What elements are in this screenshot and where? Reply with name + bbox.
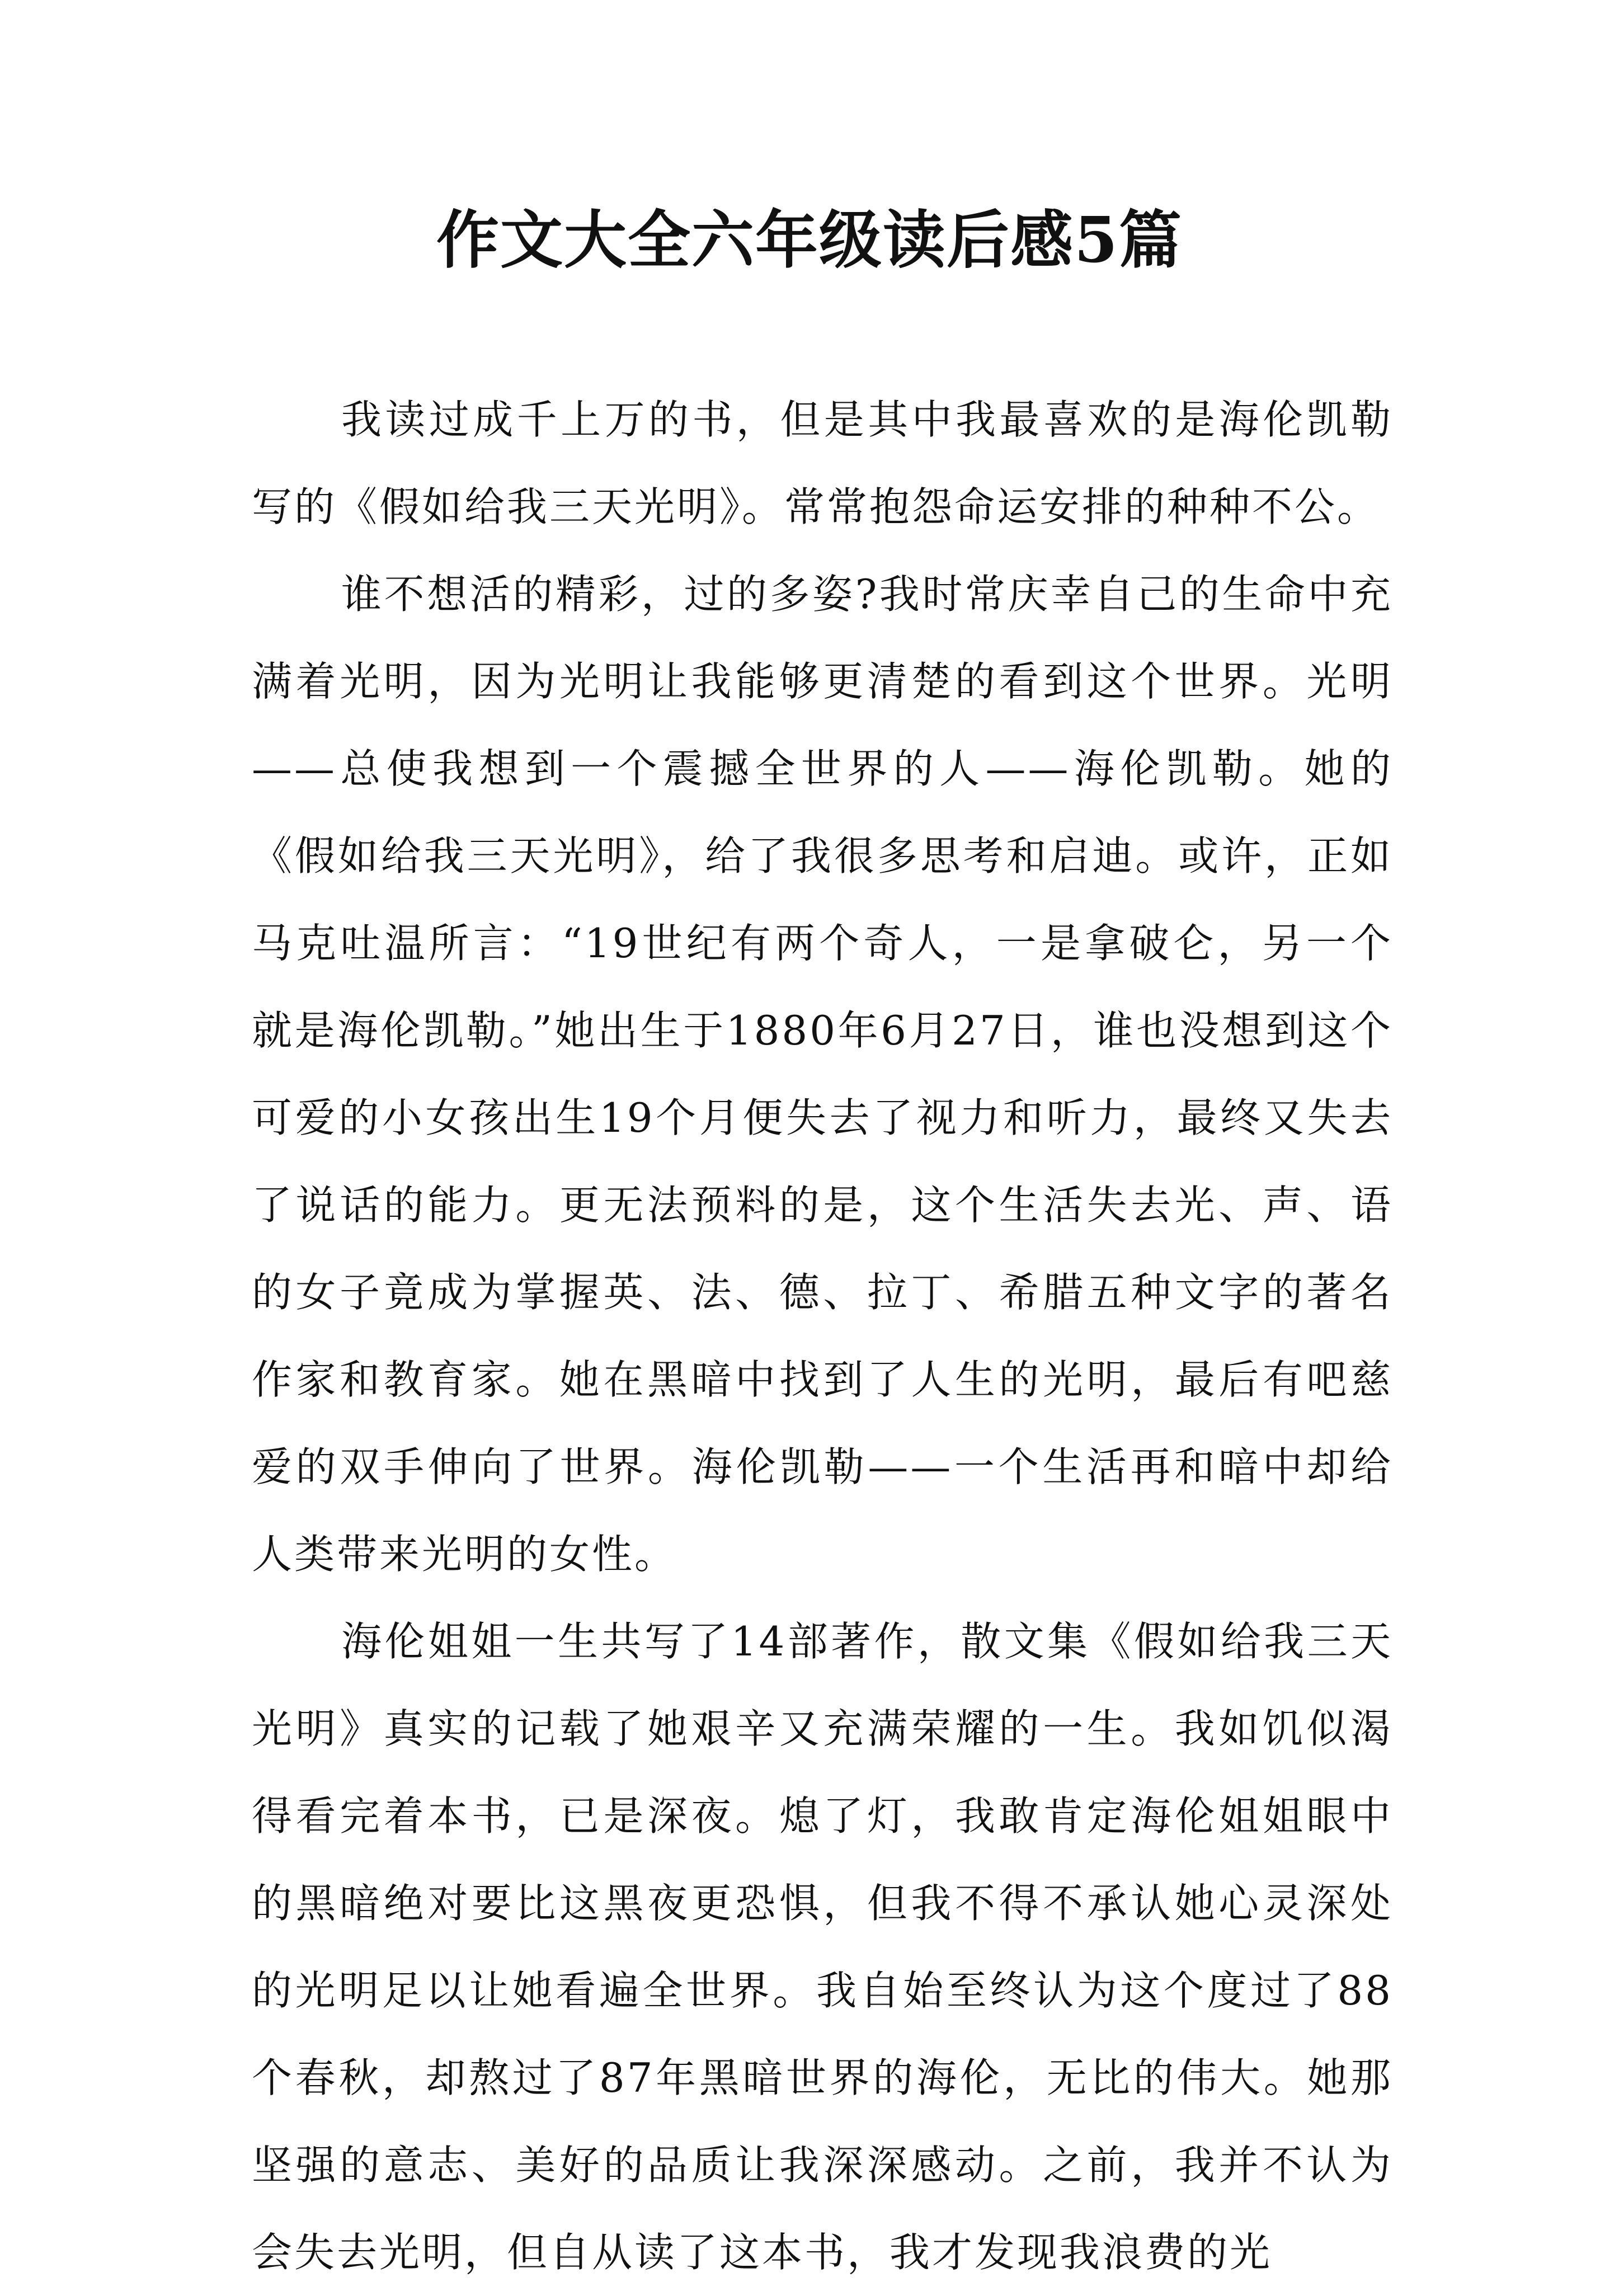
paragraph: 谁不想活的精彩，过的多姿?我时常庆幸自己的生命中充满着光明，因为光明让我能够更清楚的看到这个世界。光明——总使我想到一个震撼全世界的人——海伦凯勒。她的《假如给我三天光明》，给了我很多思考和启迪。或许，正如马克吐温所言：“19世纪有两个奇人，一是拿破仑，另一个就是海伦凯勒。”她出生于1880年6月27日，谁也没想到这个可爱的小女孩出生19个月便失去了视力和听力，最终又失去了说话的能力。更无法预料的是，这个生活失去光、声、语的女子竟成为掌握英、法、德、拉丁、希腊五种文字的著名作家和教育家。她在黑暗中找到了人生的光明，最后有吧慈爱的双手伸向了世界。海伦凯勒——一个生活再和暗中却给人类带来光明的女性。 (252, 571, 1393, 1578)
paragraph: 海伦姐姐一生共写了14部著作，散文集《假如给我三天光明》真实的记载了她艰辛又充满荣耀的一生。我如饥似渴得看完着本书，已是深夜。熄了灯，我敢肯定海伦姐姐眼中的黑暗绝对要比这黑夜更恐惧，但我不得不承认她心灵深处的光明足以让她看遍全世界。我自始至终认为这个度过了88个春秋，却熬过了87年黑暗世界的海伦，无比的伟大。她那坚强的意志、美好的品质让我深深感动。之前，我并不认为会失去光明，但自从读了这本书，我才发现我浪费的光 (252, 1618, 1393, 2276)
document-title: 作文大全六年级读后感5篇 (436, 204, 1183, 277)
paragraph: 我读过成千上万的书，但是其中我最喜欢的是海伦凯勒写的《假如给我三天光明》。常常抱怨命运安排的种种不公。 (252, 396, 1393, 530)
document-body (252, 376, 1393, 2296)
